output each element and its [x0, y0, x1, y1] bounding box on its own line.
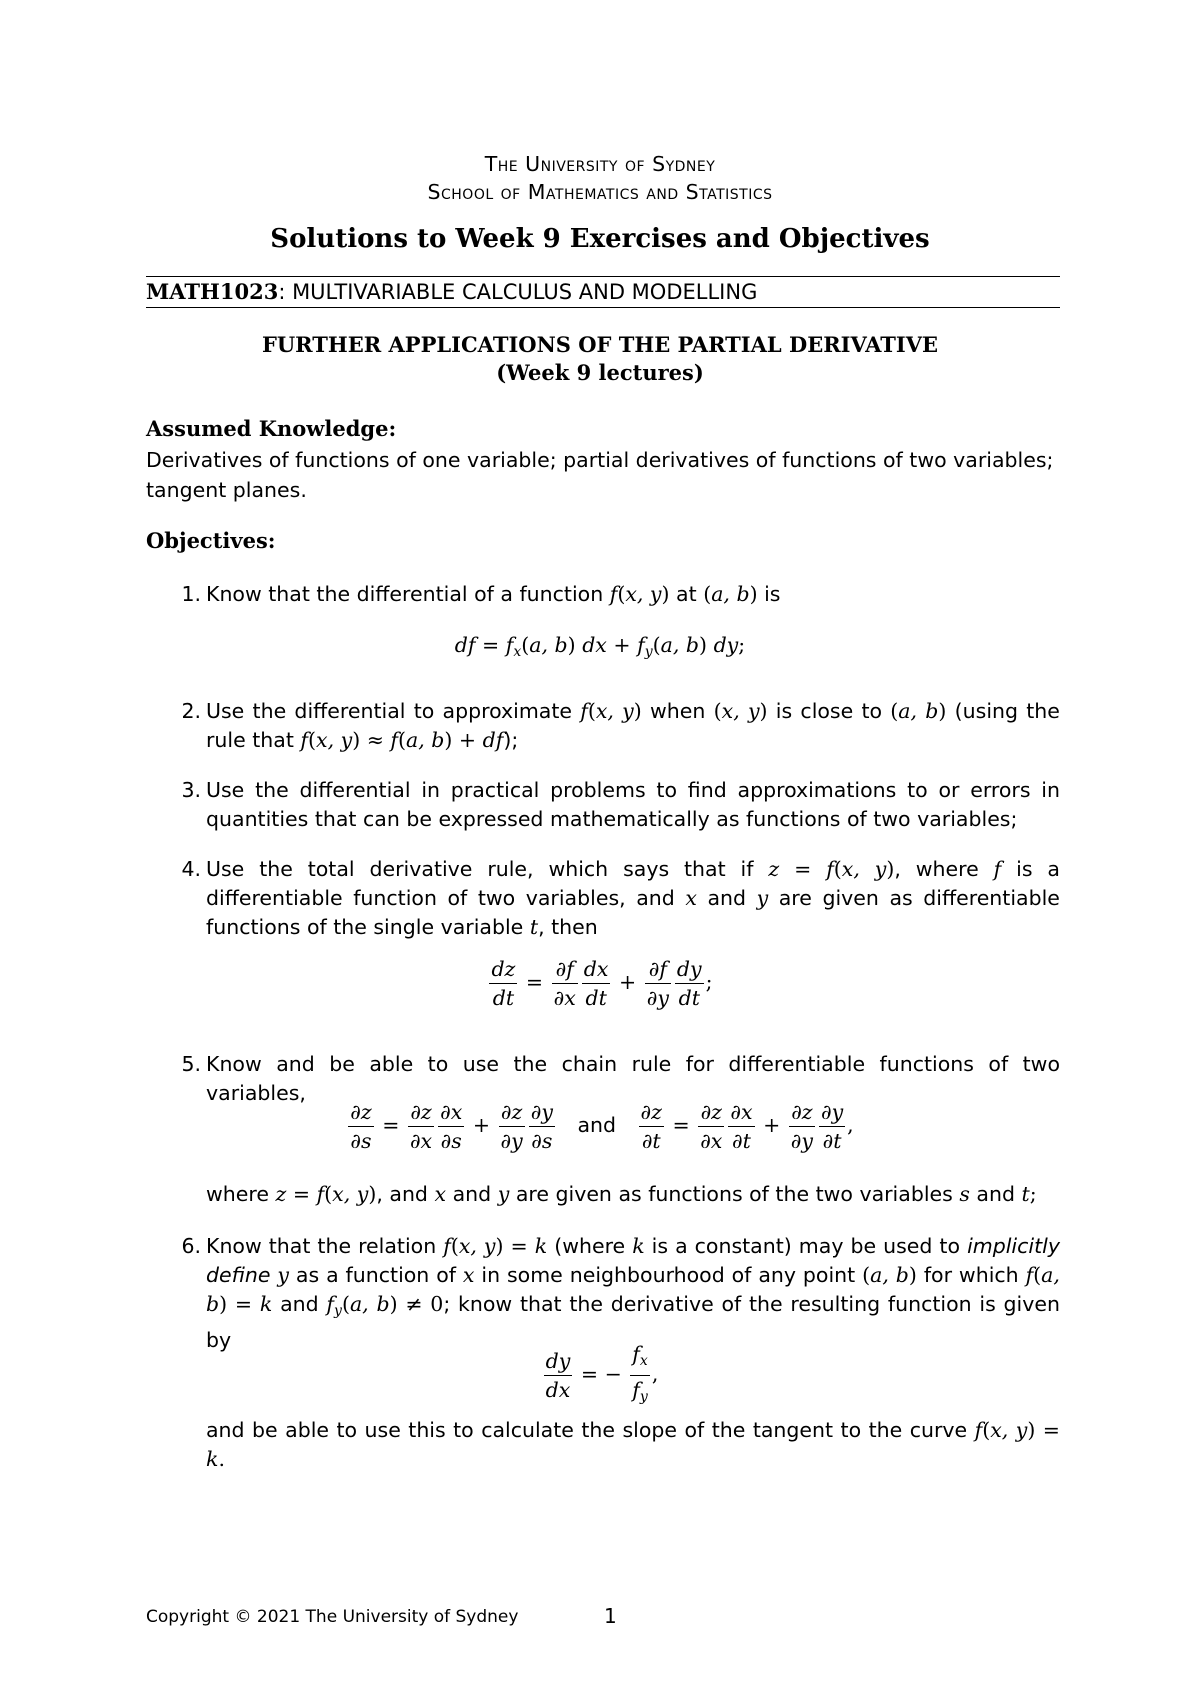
topic-title: FURTHER APPLICATIONS OF THE PARTIAL DERIVATIVE — [261, 332, 939, 357]
item-text: Use the differential to approximate f(x, y) when (x, y) is close to (a, b) (using the rule that f(x, y) ≈ f(a, b) + df); — [206, 699, 1060, 752]
assumed-knowledge-heading: Assumed Knowledge: — [146, 416, 397, 441]
item-number: 3. — [181, 778, 201, 802]
university-name: The University of Sydney — [484, 152, 716, 176]
item-number: 4. — [181, 857, 201, 881]
item-text: and be able to use this to calculate the slope of the tangent to the curve f(x, y) = k. — [206, 1418, 1060, 1471]
item-number: 2. — [181, 699, 201, 723]
differential-formula: df = $f_x(a$, b) dx + $f_y(a$, b) dy; — [454, 633, 746, 660]
implicit-derivative-formula: $\frac{dy}{dx}$ = − $\frac{f_x}{f_y}$ , — [545, 1342, 659, 1405]
emphasis-implicitly-define: implicitly define — [206, 1234, 1060, 1287]
page-title: Solutions to Week 9 Exercises and Objectives — [270, 224, 930, 254]
item-text: where z = f(x, y), and x and y are given as functions of the two variables s and t; — [206, 1182, 1037, 1206]
item-number: 6. — [181, 1234, 201, 1258]
item-number: 1. — [181, 582, 201, 606]
objectives-heading: Objectives: — [146, 528, 276, 553]
item-text: Know that the differential of a function f(x, y) at (a, b) is — [206, 582, 781, 606]
item-text: Know and be able to use the chain rule for differentiable functions of two variables, — [206, 1052, 1060, 1105]
page-number: 1 — [604, 1604, 617, 1628]
course-line — [146, 279, 757, 304]
total-derivative-formula: $\frac{dz}{dt}$ = $\frac{\partial f}{\partial x}$ $\frac{dx}{dt}$ + $\frac{\partial f}{\partial y}$ $\frac{dy}{dt}$ ; — [491, 957, 713, 1010]
item-text: Use the total derivative rule, which says that if z = f(x, y), where f is a differentiable function of two variables, and x and y are given as differentiable functions of the single variable t, then — [206, 857, 1060, 939]
course-name: : MULTIVARIABLE CALCULUS AND MODELLING — [278, 280, 758, 304]
assumed-knowledge-text: Derivatives of functions of one variable; partial derivatives of functions of two variables; tangent planes. — [146, 448, 1054, 502]
bottom-rule — [146, 307, 1060, 308]
item-text: Know that the relation f(x, y) = k (where k is a constant) may be used to implicitly define y as a function of x in some neighbourhood of any point (a, b) for which f(a, b) = k and $f_y(a$, b) ≠ 0; know that the derivative of the resulting function is given by — [206, 1234, 1060, 1352]
school-name: School of Mathematics and Statistics — [427, 180, 773, 204]
chain-rule-formulas: $\frac{\partial z}{\partial s}$ = $\frac{\partial z}{\partial x}$ $\frac{\partial x}{\partial s}$ + $\frac{\partial z}{\partial y}$ $\frac{\partial y}{\partial s}$ and $\frac{\partial z}{\partial t}$ = $\frac{\partial z}{\partial x}$ $\frac{\partial x}{\partial t}$ + $\frac{\partial z}{\partial y}$ $\frac{\partial y}{\partial t}$ , — [350, 1100, 854, 1153]
course-code: MATH1023 — [146, 279, 279, 304]
copyright-footer: Copyright © 2021 The University of Sydney — [146, 1607, 519, 1627]
item-number: 5. — [181, 1052, 201, 1076]
topic-subtitle: (Week 9 lectures) — [496, 360, 704, 385]
top-rule — [146, 276, 1060, 277]
item-text: Use the differential in practical problems to find approximations to or errors in quantities that can be expressed mathematically as functions of two variables; — [206, 778, 1060, 831]
